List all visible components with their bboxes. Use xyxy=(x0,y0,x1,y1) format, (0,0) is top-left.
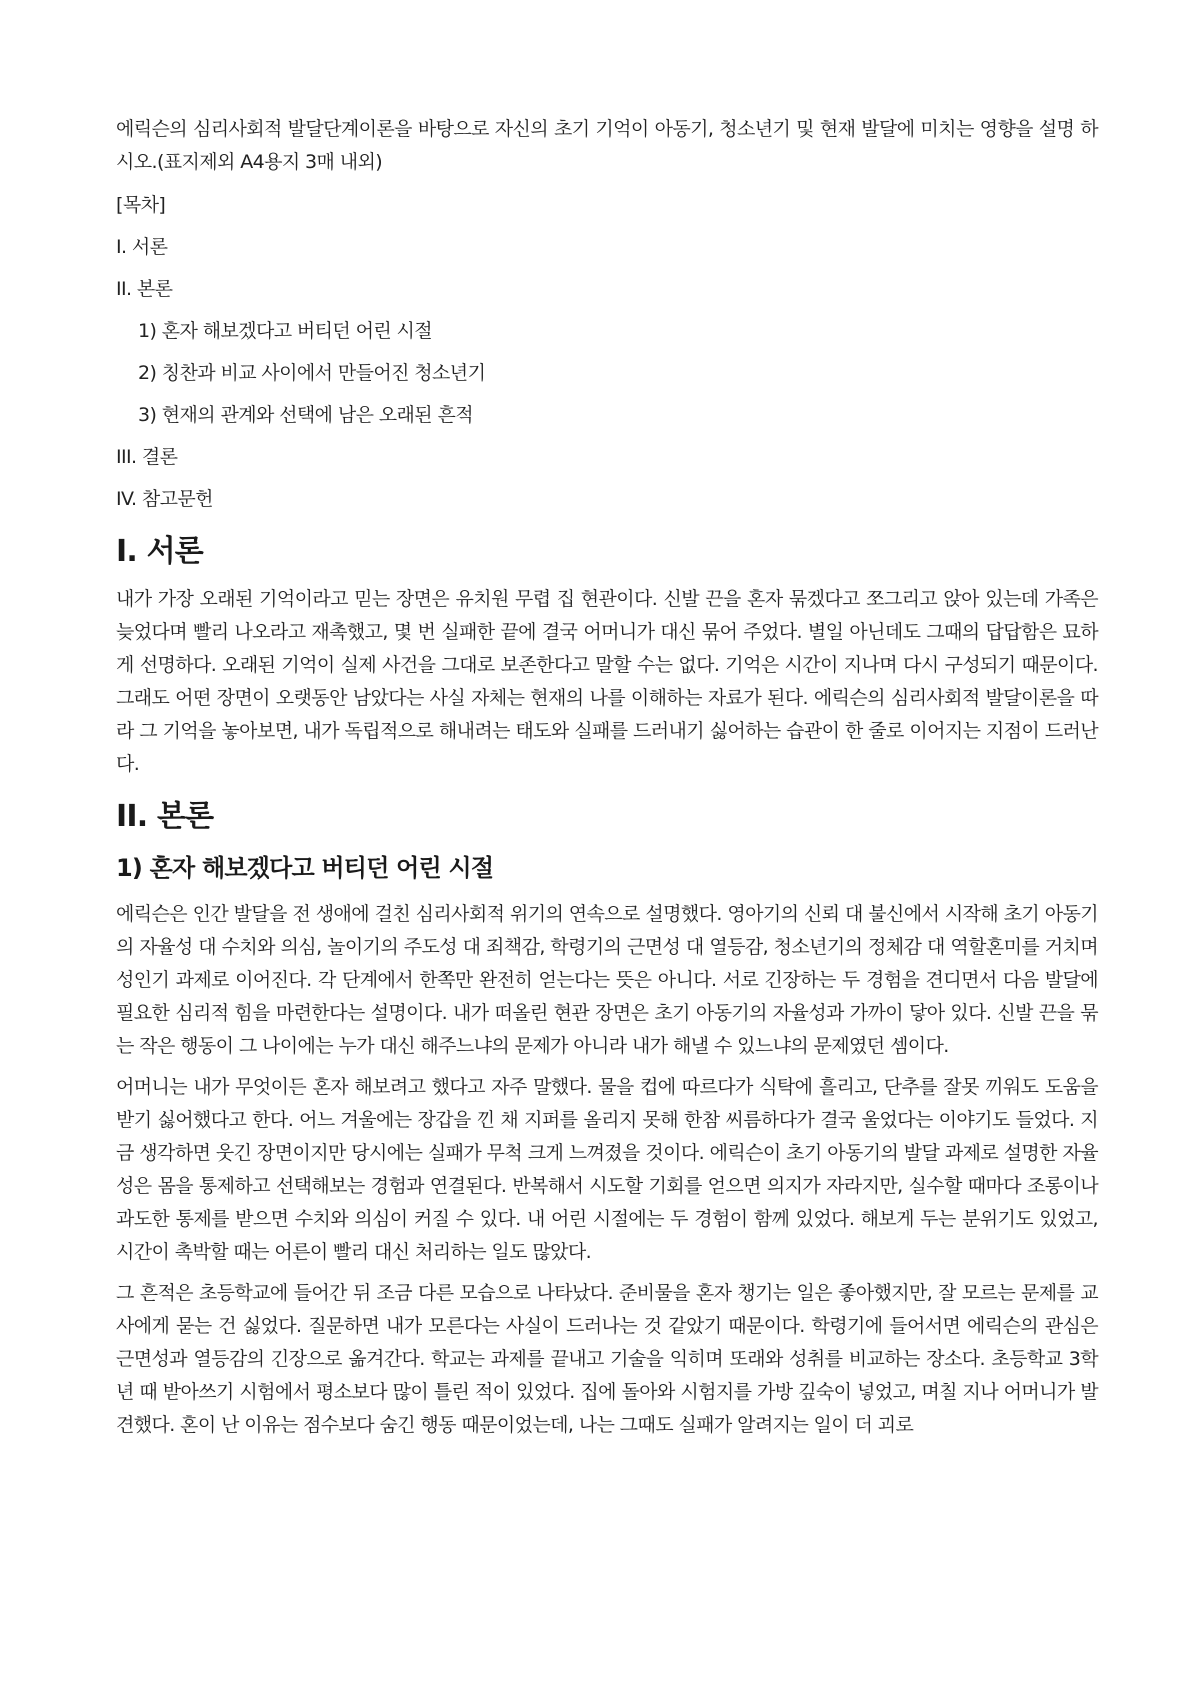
toc-item: II. 본론 xyxy=(116,278,173,300)
toc-item: I. 서론 xyxy=(116,236,168,258)
toc-subitem: 2) 칭찬과 비교 사이에서 만들어진 청소년기 xyxy=(138,362,486,384)
body-heading: II. 본론 xyxy=(116,799,214,834)
intro-heading: I. 서론 xyxy=(116,534,203,569)
toc-heading: [목차] xyxy=(116,194,166,216)
section-1-heading: 1) 혼자 해보겠다고 버티던 어린 시절 xyxy=(116,854,494,882)
intro-paragraph: 내가 가장 오래된 기억이라고 믿는 장면은 유치원 무렵 집 현관이다. 신발 끈을 혼자 묶겠다고 쪼그리고 앉아 있는데 가족은 늦었다며 빨리 나오라고 재촉했고, 몇 번 실패한 끝에 결국 어머니가 대신 묶어 주었다. 별일 아닌데도 그때의 답답함은 묘하게 선명하다. 오래된 기억이 실제 사건을 그대로 보존한다고 말할 수는 없다. 기억은 시간이 지나며 다시 구성되기 때문이다. 그래도 어떤 장면이 오랫동안 남았다는 사실 자체는 현재의 나를 이해하는 자료가 된다. 에릭슨의 심리사회적 발달이론을 따라 그 기억을 놓아보면, 내가 독립적으로 해내려는 태도와 실패를 드러내기 싫어하는 습관이 한 줄로 이어지는 지점이 드러난다. xyxy=(116,588,1098,775)
table-of-contents xyxy=(116,189,1098,516)
body-paragraph: 그 흔적은 초등학교에 들어간 뒤 조금 다른 모습으로 나타났다. 준비물을 혼자 챙기는 일은 좋아했지만, 잘 모르는 문제를 교사에게 묻는 건 싫었다. 질문하면 내가 모른다는 사실이 드러나는 것 같았기 때문이다. 학령기에 들어서면 에릭슨의 관심은 근면성과 열등감의 긴장으로 옮겨간다. 학교는 과제를 끝내고 기술을 익히며 또래와 성취를 비교하는 장소다. 초등학교 3학년 때 받아쓰기 시험에서 평소보다 많이 틀린 적이 있었다. 집에 돌아와 시험지를 가방 깊숙이 넣었고, 며칠 지나 어머니가 발견했다. 혼이 난 이유는 점수보다 숨긴 행동 때문이었는데, 나는 그때도 실패가 알려지는 일이 더 괴로 xyxy=(116,1282,1098,1436)
body-paragraph: 어머니는 내가 무엇이든 혼자 해보려고 했다고 자주 말했다. 물을 컵에 따르다가 식탁에 흘리고, 단추를 잘못 끼워도 도움을 받기 싫어했다고 한다. 어느 겨울에는 장갑을 낀 채 지퍼를 올리지 못해 한참 씨름하다가 결국 울었다는 이야기도 들었다. 지금 생각하면 웃긴 장면이지만 당시에는 실패가 무척 크게 느껴졌을 것이다. 에릭슨이 초기 아동기의 발달 과제로 설명한 자율성은 몸을 통제하고 선택해보는 경험과 연결된다. 반복해서 시도할 기회를 얻으면 의지가 자라지만, 실수할 때마다 조롱이나 과도한 통제를 받으면 수치와 의심이 커질 수 있다. 내 어린 시절에는 두 경험이 함께 있었다. 해보게 두는 분위기도 있었고, 시간이 촉박할 때는 어른이 빨리 대신 처리하는 일도 많았다. xyxy=(116,1076,1098,1263)
toc-item: III. 결론 xyxy=(116,446,178,468)
assignment-prompt: 에릭슨의 심리사회적 발달단계이론을 바탕으로 자신의 초기 기억이 아동기, 청소년기 및 현재 발달에 미치는 영향을 설명 하시오.(표지제외 A4용지 3매 내외) xyxy=(116,118,1098,173)
toc-subitem: 1) 혼자 해보겠다고 버티던 어린 시절 xyxy=(138,320,433,342)
body-paragraph: 에릭슨은 인간 발달을 전 생애에 걸친 심리사회적 위기의 연속으로 설명했다. 영아기의 신뢰 대 불신에서 시작해 초기 아동기의 자율성 대 수치와 의심, 놀이기의 주도성 대 죄책감, 학령기의 근면성 대 열등감, 청소년기의 정체감 대 역할혼미를 거치며 성인기 과제로 이어진다. 각 단계에서 한쪽만 완전히 얻는다는 뜻은 아니다. 서로 긴장하는 두 경험을 견디면서 다음 발달에 필요한 심리적 힘을 마련한다는 설명이다. 내가 떠올린 현관 장면은 초기 아동기의 자율성과 가까이 닿아 있다. 신발 끈을 묶는 작은 행동이 그 나이에는 누가 대신 해주느냐의 문제가 아니라 내가 해낼 수 있느냐의 문제였던 셈이다. xyxy=(116,903,1098,1057)
toc-item: IV. 참고문헌 xyxy=(116,488,213,510)
toc-subitem: 3) 현재의 관계와 선택에 남은 오래된 흔적 xyxy=(138,404,474,426)
